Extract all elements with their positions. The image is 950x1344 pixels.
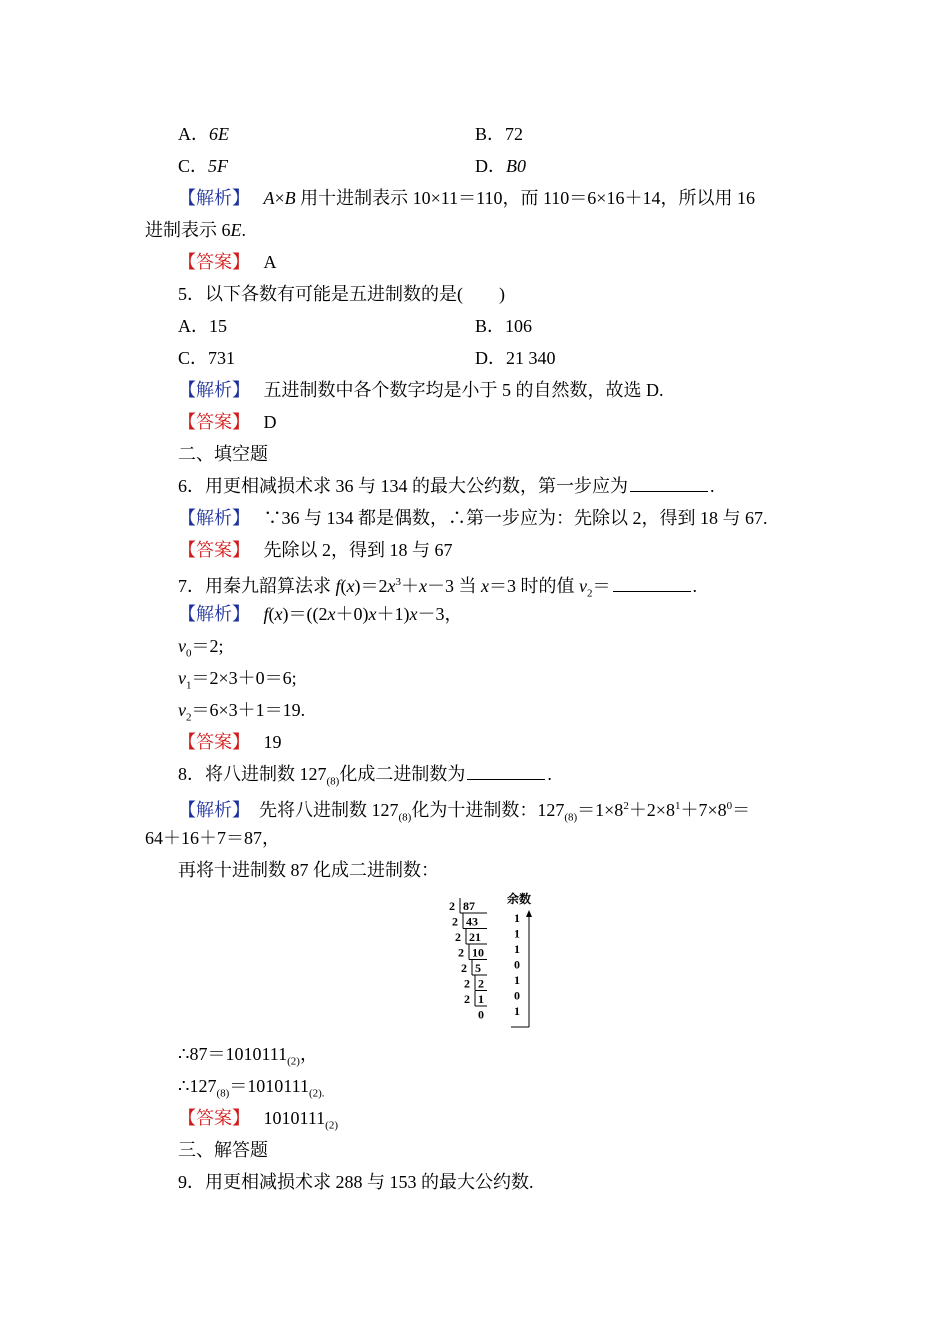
q7-v0: $v_0=2$; [178, 636, 224, 660]
q5-option-b: B．106 [475, 316, 533, 336]
quotient: 1 [478, 992, 484, 1006]
section-title-fill-in: 二、填空题 [178, 444, 268, 464]
q5-option-c: C．731 [178, 348, 236, 368]
q4-option-d: D．B0 [475, 156, 526, 176]
remainder: 1 [514, 911, 520, 925]
q4-option-a: A．6E [178, 124, 229, 144]
remainder: 0 [514, 988, 520, 1003]
remainder: 1 [514, 942, 520, 956]
q8-conclusion-2: $\therefore 127_{(8)}=1010111_{(2).}$ [178, 1076, 325, 1100]
q4-option-b: B．72 [475, 124, 524, 144]
answer-tag: 【答案】 [178, 732, 250, 752]
answer-tag: 【答案】 [178, 412, 250, 432]
q8-analysis: 【解析】 先将八进制数 $127_{(8)}$化为十进制数：$127_{(8)}=1\times 8^2+2\times 8^1+7\times 8^0=$ [178, 800, 751, 824]
q9-stem: 9．用更相减损术求 288 与 153 的最大公约数. [178, 1172, 534, 1192]
divisor: 2 [461, 961, 467, 975]
answer-tag: 【答案】 [178, 252, 250, 272]
q7-stem: 7．用秦九韶算法求 $f(x)=2x^3+x-3$ 当 x＝3 时的值 $v_2=$ . [178, 576, 698, 600]
divisor: 2 [449, 899, 455, 913]
q7-v1: $v_1=2\times 3+0=6$; [178, 668, 297, 692]
analysis-tag: 【解析】 [178, 604, 250, 624]
answer-tag: 【答案】 [178, 540, 250, 560]
analysis-tag: 【解析】 [178, 380, 250, 400]
q5-stem: 5．以下各数有可能是五进制数的是( ) [178, 284, 505, 304]
q8-analysis-cont: 64＋16＋7＝87， [145, 828, 280, 848]
q6-analysis: 【解析】 ∵36 与 134 都是偶数，∴第一步应为：先除以 2，得到 18 与 67. [178, 508, 768, 528]
quotient: 5 [475, 961, 481, 975]
q6-stem: 6．用更相减损术求 36 与 134 的最大公约数，第一步应为 . [178, 476, 715, 496]
q8-analysis-cont2: 再将十进制数 87 化成二进制数： [178, 860, 439, 880]
answer-blank [613, 575, 691, 592]
q8-answer: 【答案】 $1010111_{(2)}$ [178, 1108, 338, 1132]
remainder: 0 [514, 957, 520, 972]
divisor: 2 [464, 976, 470, 991]
answer-blank [467, 763, 545, 780]
q7-answer: 【答案】 19 [178, 732, 282, 752]
short-division-diagram [445, 890, 545, 1035]
quotient: 0 [478, 1007, 484, 1022]
quotient: 2 [478, 976, 484, 991]
remainder-arrow-head [526, 910, 532, 917]
q4-analysis-cont: 进制表示 6E. [145, 220, 246, 240]
q8-conclusion-1: $\therefore 87=1010111_{(2)}$， [178, 1044, 318, 1068]
divisor: 2 [464, 992, 470, 1006]
analysis-tag: 【解析】 [178, 508, 250, 528]
remainder: 1 [514, 926, 520, 941]
q7-analysis: 【解析】 f(x)＝((2x＋0)x＋1)x－3， [178, 604, 463, 624]
analysis-tag: 【解析】 [178, 800, 250, 820]
quotient: 43 [466, 914, 478, 929]
divisor: 2 [455, 930, 461, 944]
quotient: 21 [469, 930, 481, 944]
answer-tag: 【答案】 [178, 1108, 250, 1128]
q5-option-a: A．15 [178, 316, 227, 336]
remainder-header: 余数 [507, 892, 532, 906]
quotient: 87 [463, 899, 475, 913]
remainder: 1 [514, 973, 520, 987]
q7-v2: $v_2=6\times 3+1=19$. [178, 700, 306, 724]
analysis-tag: 【解析】 [178, 188, 250, 208]
divisor: 2 [452, 914, 458, 929]
quotient: 10 [472, 945, 484, 960]
section-title-answer: 三、解答题 [178, 1140, 268, 1160]
q5-option-d: D．21 340 [475, 348, 556, 368]
q6-answer: 【答案】 先除以 2，得到 18 与 67 [178, 540, 453, 560]
remainder: 1 [514, 1004, 520, 1018]
q4-analysis: 【解析】 A×B 用十进制表示 10×11＝110，而 110＝6×16＋14，所以用 16 [178, 188, 755, 208]
q4-option-c: C．5F [178, 156, 229, 176]
q4-answer: 【答案】 A [178, 252, 277, 272]
answer-blank [630, 475, 708, 492]
q5-answer: 【答案】 D [178, 412, 277, 432]
q5-analysis: 【解析】 五进制数中各个数字均是小于 5 的自然数，故选 D. [178, 380, 664, 400]
divisor: 2 [458, 945, 464, 960]
q8-stem: 8．将八进制数 $127_{(8)}$化成二进制数为 . [178, 764, 552, 788]
